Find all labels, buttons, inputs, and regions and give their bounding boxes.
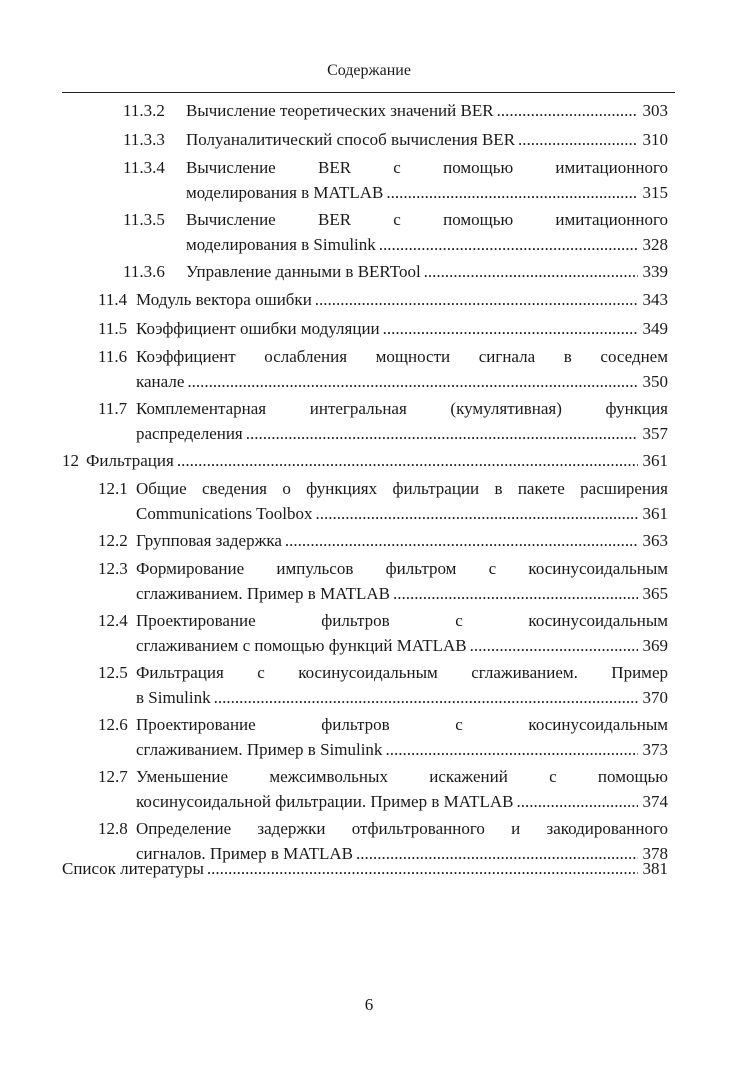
header-rule bbox=[62, 92, 675, 93]
toc-entry-page: 350 bbox=[642, 372, 668, 391]
toc-entry-title-line: в Simulink bbox=[136, 688, 211, 707]
toc-entry-title-line: Определение задержки отфильтрованного и закодированного bbox=[136, 819, 668, 838]
toc-entry-title-line: сглаживанием. Пример в Simulink bbox=[136, 740, 383, 759]
dot-leader bbox=[393, 581, 638, 606]
dot-leader bbox=[383, 316, 638, 341]
toc-entry-title-line: Комплементарная интегральная (кумулятивная) функция bbox=[136, 399, 668, 418]
toc-entry-number: 12.7 bbox=[98, 767, 128, 786]
toc-entry[interactable] bbox=[98, 476, 668, 526]
toc-entry-number: 12.3 bbox=[98, 559, 128, 578]
toc-entry-page: 343 bbox=[642, 290, 668, 309]
toc-entry[interactable] bbox=[62, 856, 668, 881]
dot-leader bbox=[385, 737, 637, 762]
toc-entry-title-line: моделирования в MATLAB bbox=[186, 183, 384, 202]
toc-entry-number: 11.4 bbox=[98, 290, 128, 309]
toc-entry[interactable] bbox=[98, 287, 668, 312]
toc-entry-number: 12 bbox=[62, 451, 79, 470]
toc-entry-page: 303 bbox=[642, 101, 668, 120]
dot-leader bbox=[316, 501, 638, 526]
toc-entry-page: 339 bbox=[642, 262, 668, 281]
dot-leader bbox=[214, 685, 638, 710]
toc-entry-page: 328 bbox=[642, 235, 668, 254]
toc-entry-title-line: Вычисление теоретических значений BER bbox=[186, 101, 494, 120]
toc-entry-page: 361 bbox=[642, 451, 668, 470]
toc-entry-title-line: Групповая задержка bbox=[136, 531, 282, 550]
toc-entry-number: 11.3.2 bbox=[123, 101, 165, 120]
toc-entry-title-line: Проектирование фильтров с косинусоидальным bbox=[136, 611, 668, 630]
toc-entry-title-line: распределения bbox=[136, 424, 243, 443]
toc-entry-number: 11.3.3 bbox=[123, 130, 165, 149]
toc-entry-title-line: Общие сведения о функциях фильтрации в пакете расширения bbox=[136, 479, 668, 498]
toc-entry-number: 12.2 bbox=[98, 531, 128, 550]
dot-leader bbox=[315, 287, 638, 312]
toc-entry-title-line: канале bbox=[136, 372, 185, 391]
dot-leader bbox=[497, 98, 638, 123]
toc-entry[interactable] bbox=[123, 155, 668, 205]
toc-entry-page: 370 bbox=[642, 688, 668, 707]
toc-entry-page: 315 bbox=[642, 183, 668, 202]
toc-entry-title-line: сглаживанием с помощью функций MATLAB bbox=[136, 636, 467, 655]
toc-entry[interactable] bbox=[98, 316, 668, 341]
toc-entry-page: 357 bbox=[642, 424, 668, 443]
toc-entry[interactable] bbox=[123, 259, 668, 284]
toc-entry-number: 12.6 bbox=[98, 715, 128, 734]
toc-entry-title-line: косинусоидальной фильтрации. Пример в MATLAB bbox=[136, 792, 514, 811]
toc-entry-title-line: Формирование импульсов фильтром с косинусоидальным bbox=[136, 559, 668, 578]
toc-entry-number: 12.8 bbox=[98, 819, 128, 838]
toc-entry-title-line: Проектирование фильтров с косинусоидальным bbox=[136, 715, 668, 734]
toc-entry-page: 363 bbox=[642, 531, 668, 550]
dot-leader bbox=[470, 633, 638, 658]
dot-leader bbox=[517, 789, 638, 814]
toc-entry-page: 378 bbox=[642, 844, 668, 863]
toc-entry-title-line: Модуль вектора ошибки bbox=[136, 290, 312, 309]
toc-entry-number: 11.3.6 bbox=[123, 262, 165, 281]
toc-entry-title-line: Коэффициент ошибки модуляции bbox=[136, 319, 380, 338]
dot-leader bbox=[518, 127, 637, 152]
toc-entry-number: 12.1 bbox=[98, 479, 128, 498]
page-header: Содержание bbox=[327, 62, 411, 79]
toc-entry[interactable] bbox=[98, 344, 668, 394]
toc-entry-number: 11.5 bbox=[98, 319, 128, 338]
toc-entry-page: 381 bbox=[642, 859, 668, 878]
toc-entry-number: 11.3.4 bbox=[123, 158, 165, 177]
toc-entry-page: 361 bbox=[642, 504, 668, 523]
toc-entry[interactable] bbox=[98, 764, 668, 814]
toc-entry[interactable] bbox=[123, 127, 668, 152]
toc-entry-title-line: Communications Toolbox bbox=[136, 504, 313, 523]
toc-entry-title-line: Уменьшение межсимвольных искажений с помощью bbox=[136, 767, 668, 786]
toc-entry[interactable] bbox=[98, 556, 668, 606]
toc-entry-title-line: сглаживанием. Пример в MATLAB bbox=[136, 584, 390, 603]
toc-entry-page: 349 bbox=[642, 319, 668, 338]
toc-entry-page: 310 bbox=[642, 130, 668, 149]
toc-entry-page: 365 bbox=[642, 584, 668, 603]
toc-entry-title-line: Вычисление BER с помощью имитационного bbox=[186, 210, 668, 229]
toc-entry[interactable] bbox=[123, 207, 668, 257]
toc-entry-number: 12.5 bbox=[98, 663, 128, 682]
dot-leader bbox=[386, 180, 637, 205]
toc-entry[interactable] bbox=[98, 660, 668, 710]
toc-entry[interactable] bbox=[98, 712, 668, 762]
dot-leader bbox=[246, 421, 638, 446]
toc-entry-title-line: сигналов. Пример в MATLAB bbox=[136, 844, 354, 863]
toc-entry[interactable] bbox=[62, 448, 668, 473]
toc-entry-title-line: Фильтрация с косинусоидальным сглаживанием. Пример bbox=[136, 663, 668, 682]
dot-leader bbox=[424, 259, 638, 284]
toc-entry-page: 374 bbox=[642, 792, 668, 811]
toc-entry-title-line: Вычисление BER с помощью имитационного bbox=[186, 158, 668, 177]
toc-entry-title-line: Управление данными в BERTool bbox=[186, 262, 421, 281]
dot-leader bbox=[207, 856, 638, 881]
toc-entry-title-line: моделирования в Simulink bbox=[186, 235, 376, 254]
toc-entry-number: 11.7 bbox=[98, 399, 128, 418]
toc-entry-number: 11.3.5 bbox=[123, 210, 165, 229]
toc-entry-page: 369 bbox=[642, 636, 668, 655]
dot-leader bbox=[379, 232, 638, 257]
toc-entry[interactable] bbox=[123, 98, 668, 123]
dot-leader bbox=[177, 448, 638, 473]
toc-entry[interactable] bbox=[98, 396, 668, 446]
dot-leader bbox=[285, 528, 638, 553]
toc-entry[interactable] bbox=[98, 608, 668, 658]
toc-entry[interactable] bbox=[98, 528, 668, 553]
toc-entry-title-line: Коэффициент ослабления мощности сигнала в соседнем bbox=[136, 347, 668, 366]
toc-entry-page: 373 bbox=[642, 740, 668, 759]
toc-entry-title-line: Полуаналитический способ вычисления BER bbox=[186, 130, 516, 149]
toc-entry-number: 11.6 bbox=[98, 347, 128, 366]
toc-entry-title-line: Фильтрация bbox=[86, 451, 174, 470]
dot-leader bbox=[187, 369, 637, 394]
toc-entry-number: 12.4 bbox=[98, 611, 128, 630]
page-number: 6 bbox=[364, 995, 374, 1014]
toc-entry-title-line: Список литературы bbox=[62, 859, 204, 878]
